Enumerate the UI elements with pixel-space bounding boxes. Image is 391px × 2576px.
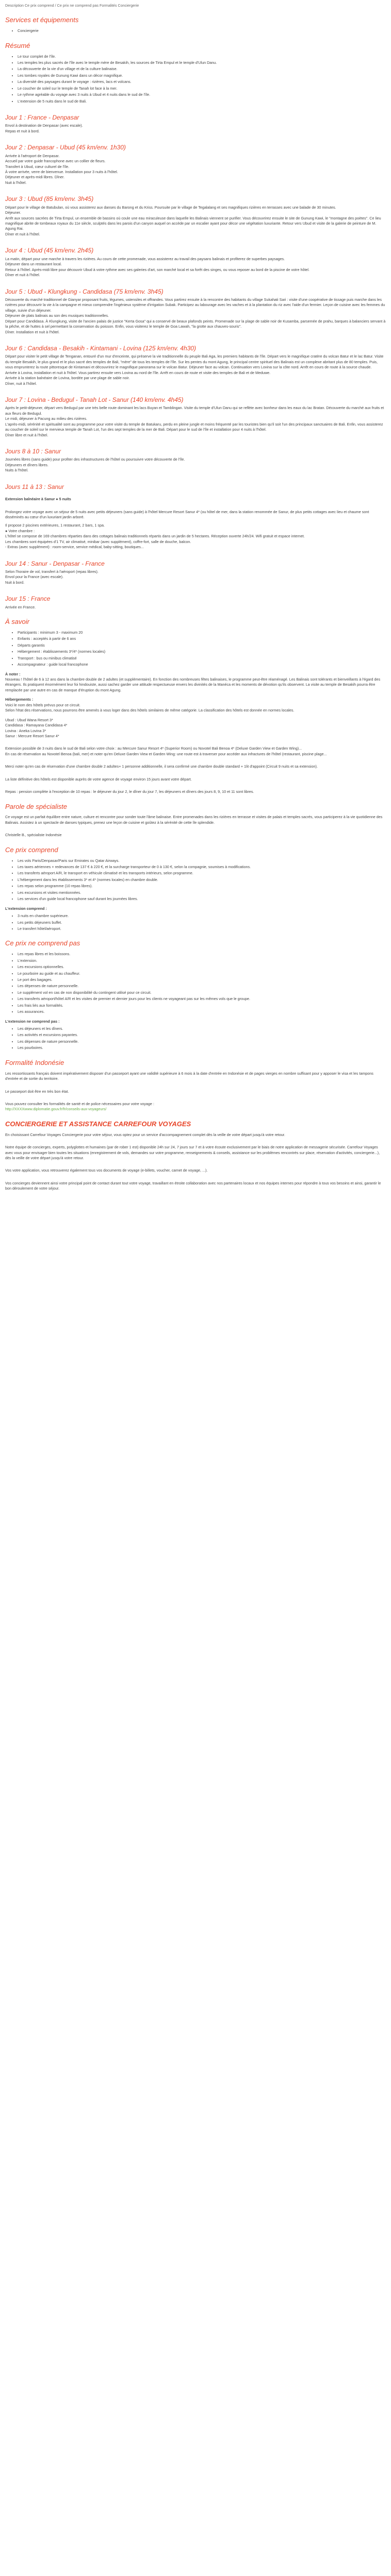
asavoir-paragraph: Merci noter qu'en cas de réservation d'une chambre double 2 adultes+ 1 personne additionnelle, il sera confirmé une chambre double standard + 1lit d'appoint (Circuit 9 nuits et sa extension). (5, 764, 318, 769)
day-title: Jour 2 : Denpasar - Ubud (45 km/env. 1h30) (5, 144, 126, 151)
excludes-item: • L'extension. (18, 958, 386, 963)
resume-item: • La diversité des paysages durant le voyage : rizières, lacs et volcans. (18, 79, 386, 84)
includes-extension-item: • Les petits déjeuners buffet. (18, 920, 386, 925)
asavoir-paragraph: Repas : pension complète à l'exception de 10 repas : le déjeuner du jour 2, le dîner du jour 7, les déjeuners et dîners des jours 8, 9, 10 et 11 sont libres. (5, 789, 254, 794)
day-line: Arrivée à l'aéroport de Denpasar. (5, 153, 60, 158)
services-list (5, 28, 386, 33)
includes-extension-item: • 3 nuits en chambre supérieure. (18, 913, 386, 919)
includes-section (5, 845, 386, 932)
excludes-title: Ce prix ne comprend pas (5, 939, 80, 947)
day-title: Jours 11 à 13 : Sanur (5, 483, 64, 490)
excludes-extension-list (5, 1026, 386, 1051)
day-section (5, 113, 386, 134)
day-title: Jour 4 : Ubud (45 km/env. 2h45) (5, 247, 94, 255)
includes-item: • Les transferts aéroport A/R, le transport en véhicule climatisé et les transports intérieurs, selon programme. (18, 871, 386, 876)
extension-paragraph: Prolongez votre voyage avec un séjour de 5 nuits avec petits déjeuners (sans guide) à l'hôtel Mercure Resort Sanur 4* (ou hôtel de mer, dans la station renommée de Sanur, de plus petits cottages avec lieu et chaume sont disséminés au cœur d'un luxuriant jardin arboré. (5, 509, 369, 519)
extension-paragraph: L'hôtel se compose de 169 chambres réparties dans des cottages balinais traditionnels répartis dans un jardin de 5 hectares. Réception ouverte 24h/24. Wifi gratuit et espace internet. (5, 534, 305, 539)
excludes-extension-title: L'extension ne comprend pas : (5, 1019, 60, 1024)
asavoir-section (5, 617, 386, 794)
includes-extension-item: • Le transfert hôtel/aéroport. (18, 926, 386, 931)
asavoir-paragraph: Extension possible de 3 nuits dans le sud de Bali selon votre choix : au Mercure Sanur Resort 4* (Superior Room) ou Novotel Bali Benoa 4* (Deluxe Garden View et Garden Wing)... (5, 746, 302, 751)
asavoir-paragraph: La liste définitive des hôtels est disponible auprès de votre agence de voyage environ 15 jours avant votre départ. (5, 776, 192, 782)
excludes-item: • Les assurances. (18, 1009, 386, 1014)
excludes-item: • Le supplément vol en cas de non disponibilité du contingent utilisé pour ce circuit. (18, 990, 386, 995)
day-line: Transfert à Ubud, cœur culturel de l'île. (5, 164, 70, 169)
formalites-title: Formalité Indonésie (5, 1058, 64, 1066)
day-line: Journées libres (sans guide) pour profiter des infrastructures de l'hôtel ou poursuivre votre découverte de l'île. (5, 457, 185, 462)
day-line: Dîner et nuit à l'hôtel. (5, 231, 40, 236)
day-title: Jour 14 : Sanur - Denpasar - France (5, 560, 105, 567)
formalites-paragraph: Le passeport doit être en très bon état. (5, 1089, 69, 1094)
day-line: Départ pour visiter le petit village de Tenganan, entouré d'un mur d'enceinte, qui préserve la vie traditionnelle du peuple Bali Aga, les premiers habitants de l'île. Départ vers le magnifique cratère du volcan Batur et le lac Batur. Visite du temple Besakih, le plus grand et le plus sacré des temples de Bali, "mère" de tous les temples de l'île. Sur les pentes du mont Agung, le principal centre spirituel des Balinais est un complexe abritant plus de 80 temples. Puis, vous emprunterez la route pittoresque de Kintamani et découvrirez le magnifique panorama sur le volcan Batur. Déjeuner face au volcan. Continuation vers Lovina sur la côte nord. Arrêt en cours de route à la source chaude. (5, 354, 384, 370)
extension-heading: Extension balnéaire à Sanur ● 5 nuits (5, 497, 71, 502)
hotel-line: Candidasa : Ramayana Candidasa 4* (5, 723, 68, 728)
day-line: Départ pour le village de Batubulan, où vous assisterez aux danses du Barong et du Kriss. Poursuite par le village de Tegalalang et ses magnifiques rizières en terrasses avec une balade de 30 minutes. (5, 205, 336, 210)
excludes-item: • Les dépenses de nature personnelle. (18, 984, 386, 989)
day-line: Dîner, nuit à l'hôtel. (5, 381, 37, 386)
excludes-item: • Le pourboire au guide et au chauffeur. (18, 971, 386, 976)
day-section (5, 560, 386, 586)
day-line: Accueil par votre guide francophone avec un collier de fleurs. (5, 159, 106, 164)
asavoir-title: À savoir (5, 618, 29, 626)
formalites-paragraph: Vous pouvez consulter les formalités de santé et de police nécessaires pour votre voyage : (5, 1101, 154, 1106)
day-line: Nuits à l'hôtel. (5, 468, 28, 473)
extension-paragraph: - Extras (avec supplément) : room-service, service médical, baby-sitting, boutiques... (5, 545, 144, 550)
services-item: • Conciergerie (18, 28, 386, 33)
day-line: Déjeuner. (5, 210, 21, 215)
day-section (5, 595, 386, 610)
resume-title: Résumé (5, 41, 30, 49)
includes-item: • Les repas selon programme (10 repas libres). (18, 884, 386, 889)
resume-item: • L'extension de 5 nuits dans le sud de Bali. (18, 99, 386, 104)
day-title: Jour 3 : Ubud (85 km/env. 3h45) (5, 195, 94, 203)
asavoir-item: • Départs garantis (18, 643, 386, 648)
day-line: Déjeuner dans un restaurant local. (5, 262, 62, 267)
day-section (5, 396, 386, 438)
day-line: À votre arrivée, verre de bienvenue. Installation pour 3 nuits à l'hôtel. (5, 170, 118, 175)
day-title: Jour 6 : Candidasa - Besakih - Kintamani - Lovina (125 km/env. 4h30) (5, 344, 196, 352)
conciergerie-paragraph: En choisissant Carrefour Voyages Conciergerie pour votre séjour, vous optez pour un service d'accompagnement complet dès la veille de votre départ jusqu'à votre retour. (5, 1132, 285, 1137)
includes-extension-list (5, 913, 386, 931)
day-title: Jour 5 : Ubud - Klungkung - Candidasa (75 km/env. 3h45) (5, 287, 164, 295)
formalites-section (5, 1058, 386, 1112)
excludes-list (5, 952, 386, 1014)
day-section (5, 344, 386, 386)
excludes-item: • Les excursions optionnelles. (18, 964, 386, 970)
excludes-item: • Le port des bagages. (18, 977, 386, 982)
notes-paragraph: Nouveau ! l'hôtel de 6 à 12 ans dans la chambre double de 2 adultes (et supplémentaire). En fonction des nombreuses fêtes balinaises, le programme peut-être réaménagé. Les Balinais sont tolérants et bienveillants à l'égard des étrangers. Ils pratiquent énormément leur foi hindouiste, aussi sachez garder une attitude respectueuse envers les divinités de la Manéca et les moments de dévotion qu'ils observent. La visite au temple de Besakih pourra être remplacée par une autre en cas de manque d'éruption du mont Agung. (5, 677, 381, 692)
specialiste-section (5, 802, 386, 838)
hotel-line: Sanur : Mercure Resort Sanur 4* (5, 733, 59, 738)
resume-item: • Les tombes royales de Gunung Kawi dans un décor magnifique. (18, 73, 386, 78)
conciergerie-section (5, 1120, 386, 1192)
day-line: L'après-midi, sérénité et spiritualité sont au programme pour votre visite du temple de Batukaru, perdu en pleine jungle et moins fréquenté par les touristes bien qu'il soit l'un des principaux sanctuaires de Bali. Enfin, vous assisterez au coucher de soleil sur le mervieux temple de Tanah Lot, l'un des sept temples de la mer de Bali. Départ pour le sud de l'île et installation pour 4 nuits à l'hôtel. (5, 421, 383, 432)
excludes-item: • Les repas libres et les boissons. (18, 952, 386, 957)
asavoir-item: • Accompagnateur : guide local francophone (18, 662, 386, 667)
day-line: Envol à destination de Denpasar (avec escale). (5, 123, 83, 128)
excludes-extension-item: • Les pourboires. (18, 1045, 386, 1050)
resume-item: • La découverte de la vie d'un village et de la culture balinaise. (18, 66, 386, 72)
extension-paragraph: Il propose 2 piscines extérieures, 1 restaurant, 2 bars, 1 spa. (5, 523, 105, 528)
day-section (5, 447, 386, 473)
breadcrumb[interactable]: Description Ce prix comprend / Ce prix ne comprend pas Formalités Conciergerie (5, 3, 139, 8)
resume-item: • Le coucher de soleil sur le temple de Tanah lot face à la mer. (18, 86, 386, 91)
includes-extension-title: L'extension comprend : (5, 906, 47, 911)
day-line: Arrivée à Lovina, installation et nuit à l'hôtel. Vous partirez ensuite vers Lovina au nord de l'île. Arrêt en cours de route et visite des temples de Bali et de Meduwe. (5, 370, 271, 375)
hebergements-title: Hébergements : (5, 697, 34, 702)
day-title: Jour 1 : France - Denpasar (5, 114, 79, 122)
specialiste-author: Christelle B., spécialiste Indonésie (5, 833, 62, 838)
resume-section (5, 41, 386, 104)
day-line: Après le petit-déjeuner, départ vers Bedugul par une très belle route dominant les lacs Buyan et Tamblingan. Visite du temple d'Ulun Danu qui se reflète avec bonheur dans les eaux du lac Bratan. Découverte du marché aux fruits et aux fleurs de Bedugul. (5, 405, 384, 416)
formalites-paragraph: Les ressortissants français doivent impérativement disposer d'un passeport ayant une validité supérieure à 6 mois à la date d'entrée en Indonésie et de pages vierges en nombre suffisant pour y apposer le visa et les tampons d'entrée et de sortie du territoire. (5, 1071, 373, 1081)
asavoir-item: • Transport : bus ou minibus climatisé (18, 656, 386, 661)
resume-item: • Le tour complet de l'île. (18, 54, 386, 59)
conciergerie-paragraph: Vos concierges deviennent ainsi votre principal point de contact durant tout votre voyage, travaillant en étroite collaboration avec nos partenaires locaux et nos équipes internes pour répondre à tous vos besoins et ainsi, garantir le bon déroulement de votre séjour. (5, 1180, 381, 1191)
day-title: Jours 8 à 10 : Sanur (5, 447, 61, 455)
specialiste-text: Ce voyage est un parfait équilibre entre nature, culture et rencontre pour sonder toute l'âme balinaise. Entre promenades dans les rizières en terrasse et visites de palais et temples sacrés, vous participerez à la vie quotidienne des Balinais. Assistez à un spectacle de danses typiques, prenez une leçon de cuisine et goûtez à la sérénité de cette île splendide. (5, 815, 383, 825)
day-line: Arrivée à la station balnéaire de Lovina, bordée par une plage de sable noir. (5, 376, 130, 381)
day-line: Envol pour la France (avec escale). (5, 574, 64, 580)
day-line: Nuit à bord. (5, 580, 25, 585)
day-section (5, 483, 386, 492)
excludes-item: • Les frais liés aux formalités. (18, 1003, 386, 1008)
includes-list (5, 858, 386, 902)
excludes-extension-item: • Les activités et excursions payantes. (18, 1032, 386, 1038)
services-title: Services et équipements (5, 16, 79, 24)
extension-section (5, 497, 386, 550)
day-line: Selon l'horaire de vol, transfert à l'aéroport (repas libres). (5, 569, 99, 574)
day-title: Jour 7 : Lovina - Bedugul - Tanah Lot - Sanur (140 km/env. 4h45) (5, 396, 184, 403)
resume-list (5, 54, 386, 105)
extension-paragraph: Les chambres sont équipées d'1 TV, air climatisé, minibar (avec supplément), coffre-fort, salle de douche, balcon. (5, 539, 191, 544)
includes-item: • L'hébergement dans les établissements 3* et 4* (normes locales) en chambre double. (18, 877, 386, 883)
extension-paragraph: ● Votre chambre : (5, 528, 35, 533)
includes-item: • Les excursions et visites mentionnées. (18, 890, 386, 895)
day-line: Dîner libre et nuit à l'hôtel. (5, 432, 48, 437)
asavoir-list (5, 630, 386, 668)
day-section (5, 287, 386, 335)
day-line: Déjeuners et dîners libres. (5, 462, 48, 467)
hotel-line: Lovina : Aneka Lovina 3* (5, 728, 46, 733)
asavoir-item: • Participants : minimum 3 - maximum 20 (18, 630, 386, 635)
resume-item: • Le rythme agréable du voyage avec 3 nuits à Ubud et 4 nuits dans le sud de l'île. (18, 92, 386, 97)
asavoir-item: • Hébergement : établissements 3*/4* (normes locales) (18, 649, 386, 654)
conciergerie-title: CONCIERGERIE ET ASSISTANCE CARREFOUR VOYAGES (5, 1120, 191, 1128)
conciergerie-paragraph: Vos votre application, vous retrouverez également tous vos documents de voyage (e-billets, voucher, carnet de voyage, ...). (5, 1168, 208, 1173)
day-line: Le midi, déjeuner à Pacung au milieu des rizières. (5, 416, 88, 421)
day-line: Arrêt aux sources sacrées de Tirta Empul, un ensemble de bassins où coule une eau miraculeuse dans laquelle les Balinais viennent se purifier. Vous découvrirez ensuite le site de Gunung Kawi, le "montagne des poètes". Ce lieu magnifique abrite de tombeaux royaux du 11e siècle, sculptés dans les parois d'un canyon auquel on accède par un escalier ayant pour décor une végétation luxuriante. Retour vers Ubud et visite de la galerie de peinture de M. Agung Rai. (5, 215, 381, 231)
asavoir-paragraph: En cas de réservation au Novotel Benoa (bali, mer) et noter qu'en Deluxe Garden View et Garden Wing: une route est à traverser pour accéder aux infractures de l'hôtel (restaurant, piscine plage... (5, 751, 327, 756)
conciergerie-paragraph: Notre équipe de concierges, experts, polyglottes et humaines (par de rober 1 est) disponible 24h sur 24, 7 jours sur 7 et à votre écoute exclusivement par le biais de notre application de messagerie sécurisée. Carrefour Voyages avec vous pour envisager bien toutes les situations (enregistrement de vols, demandes sur votre programme, renseignements & conseils, assistance sur les problèmes rencontrés sur place, réservation d'activités, conciergerie...), dès la veille de votre départ jusqu'à votre retour. (5, 1145, 380, 1160)
day-line: Retour à l'hôtel. Après-midi libre pour découvrir Ubud à votre rythme avec ses galeries d'art, son marché local et sa forêt des singes, ou vous reposer au bord de la piscine de votre hôtel. (5, 267, 310, 272)
notes-title: À noter : (5, 671, 21, 676)
excludes-extension-item: • Les dépenses de nature personnelle. (18, 1039, 386, 1044)
specialiste-title: Parole de spécialiste (5, 802, 67, 810)
services-section (5, 15, 386, 33)
excludes-section (5, 939, 386, 1050)
includes-item: • Les services d'un guide local francophone sauf durant les journées libres. (18, 896, 386, 902)
day-section (5, 143, 386, 185)
resume-item: • Les temples les plus sacrés de l'île avec le temple mère de Besakih, les sources de Tirta Empul et le temple d'Ulun Danu. (18, 60, 386, 65)
day-title: Jour 15 : France (5, 595, 51, 603)
asavoir-item: • Enfants : acceptés à partir de 6 ans (18, 636, 386, 641)
hebergements-line: Voici le nom des hôtels prévus pour ce circuit. (5, 702, 80, 707)
hotel-line: Ubud : Ubud Wana Resort 3* (5, 717, 53, 722)
day-section (5, 195, 386, 237)
includes-title: Ce prix comprend (5, 845, 58, 854)
excludes-extension-item: • Les déjeuners et les dîners. (18, 1026, 386, 1031)
day-line: Nuit à l'hôtel. (5, 180, 27, 185)
includes-item: • Les vols Paris/Denpasar/Paris sur Emirates ou Qatar Airways. (18, 858, 386, 863)
day-line: Départ pour Candidasa. À Klungkung, visite de l'ancien palais de justice "Kerta Gosa" qui a conservé de beaux plafonds peints. Promenade sur la plage de sable noir de Kusamba, parsemée de prahu, barques à balanciers servant à la pêche, et de huttes à sel permettant la conservation du poisson. Enfin, vous visiterez le temple de Goa Lawah, "la grotte aux chauves-souris". (5, 318, 386, 329)
day-line: Repas et nuit à bord. (5, 128, 40, 133)
day-line: Déjeuner de plats balinais au son des musiques traditionnelles. (5, 313, 109, 318)
day-line: Dîner et nuit à l'hôtel. (5, 273, 40, 278)
day-line: Dîner. Installation et nuit à l'hôtel. (5, 329, 60, 334)
includes-item: • Les taxes aériennes + redevances de 137 € à 220 €, et la surcharge transporteur de 0 à 130 €, selon la compagnie, soumises à modifications. (18, 865, 386, 870)
day-section (5, 246, 386, 278)
formalites-link[interactable]: http://XXXXwww.diplomatie.gouv.fr/fr/conseils-aux-voyageurs/ (5, 1107, 107, 1112)
day-line: Arrivée en France. (5, 604, 36, 609)
day-line: Découverte du marché traditionnel de Gianyar proposant fruits, légumes, ustensiles et offrandes. Vous partirez ensuite à la rencontre des habitants du village Sukahati Sari : visite d'une coopérative de tissage puis marche dans les rizières pour découvrir la vie à la campagne et mieux comprendre l'ingénieux système d'irrigation Subak. Participez au labourage avec les vaches et à la plantation du riz avec l'aide d'un fermier. Leçon de cuisine avec les femmes du village, suivie d'un déjeuner. (5, 297, 385, 313)
day-line: Déjeuner et après-midi libres. Dîner. (5, 175, 65, 180)
page (0, 0, 391, 1210)
day-line: La matin, départ pour une marche à travers les rizières. Au cours de cette promenade, vous assisterez au travail des paysans balinais et profiterez de superbes paysages. (5, 256, 285, 261)
excludes-item: • Les transferts aéroport/hôtel A/R et les visites de premier et dernier jours pour les clients ne voyageant pas sur les mêmes vols que le groupe. (18, 996, 386, 1002)
hebergements-line: Selon l'état des réservations, nous pourrons être amenés à vous loger dans des hôtels similaires de même catégorie. La classification des hôtels est donnée en normes locales. (5, 708, 295, 713)
